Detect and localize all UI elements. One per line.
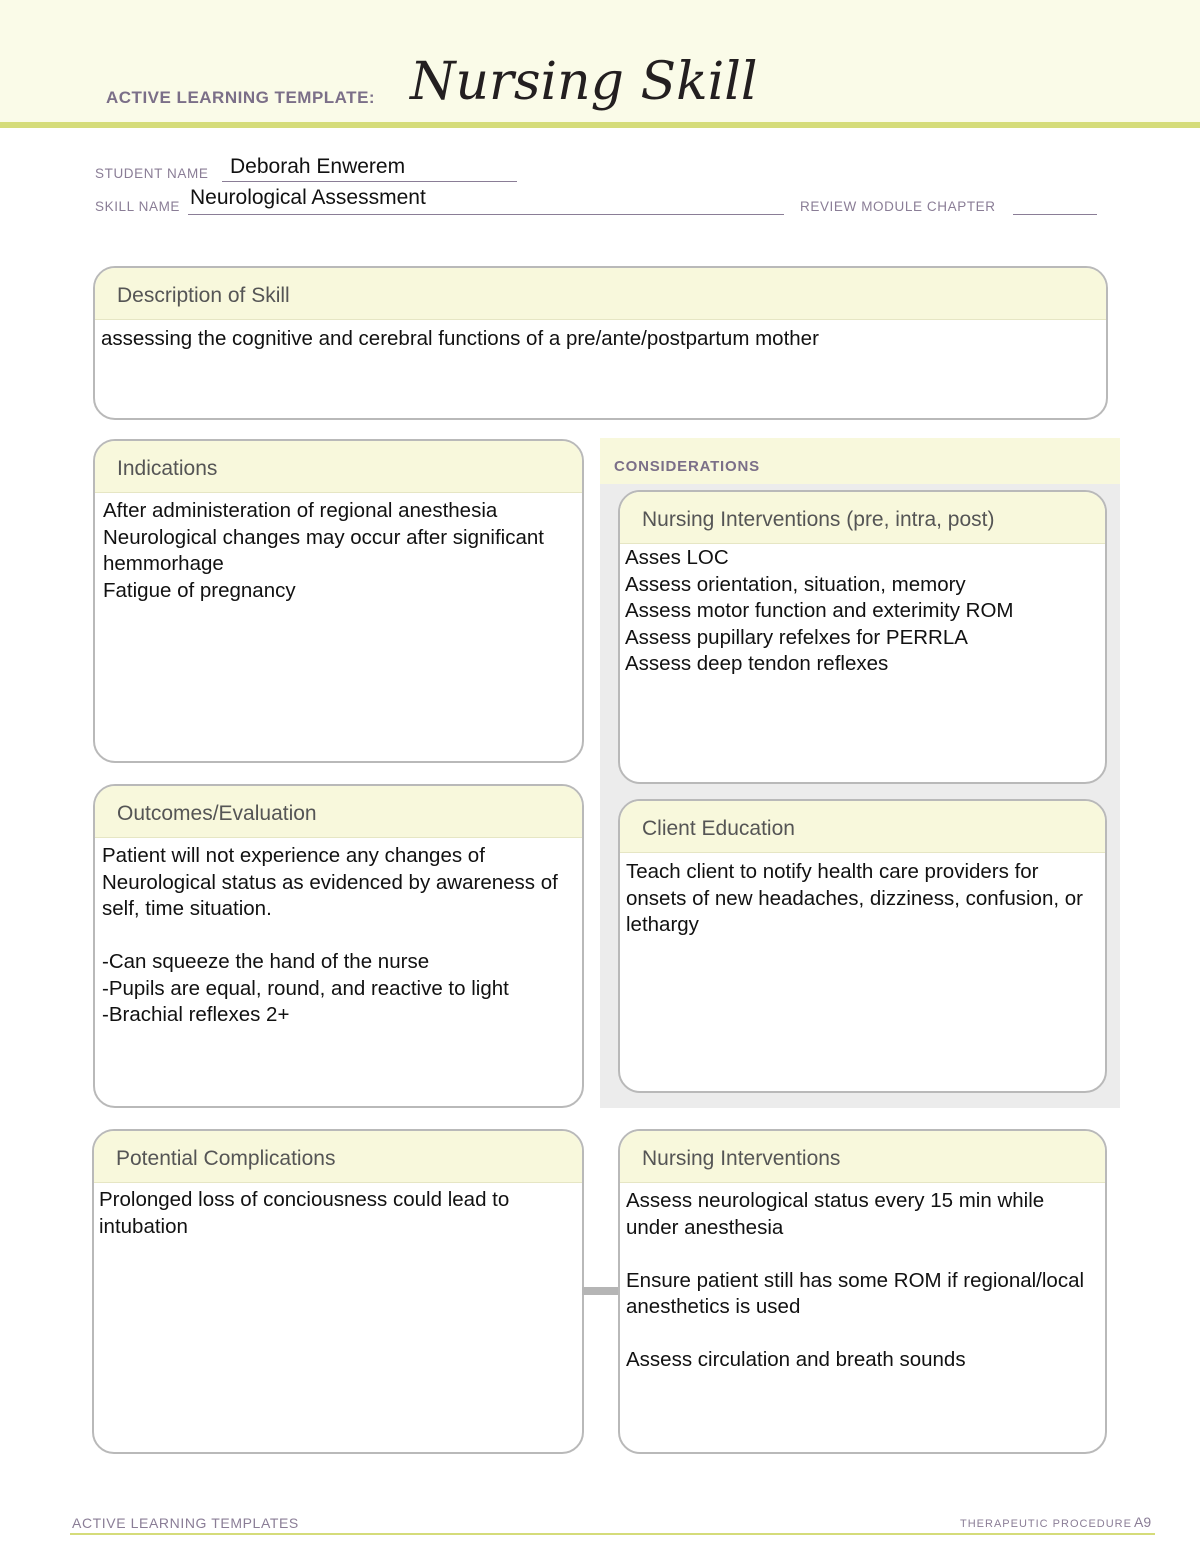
template-label: ACTIVE LEARNING TEMPLATE: (106, 88, 376, 107)
description-body[interactable]: assessing the cognitive and cerebral functions of a pre/ante/postpartum mother (101, 327, 819, 350)
student-name-label: STUDENT NAME (95, 166, 209, 181)
student-name-line (222, 181, 517, 182)
outcomes-body[interactable]: Patient will not experience any changes of Neurological status as evidenced by awareness of self, time situation. -Can squeeze the hand of the nurse -Pupils are equal, round, and reactive to light -Brachial reflexes 2+ (102, 844, 558, 1026)
nursing-interventions-ppi-body[interactable]: Asses LOC Assess orientation, situation, memory Assess motor function and exterimity ROM Assess pupillary refelxes for PERRLA Assess deep tendon reflexes (625, 546, 1014, 675)
complications-connector (582, 1287, 620, 1295)
header-rule (0, 122, 1200, 128)
complications-box (92, 1129, 584, 1454)
footer-rule (70, 1533, 1155, 1535)
complications-body[interactable]: Prolonged loss of conciousness could lead to intubation (99, 1188, 510, 1238)
considerations-label: CONSIDERATIONS (614, 458, 760, 475)
nursing-interventions-body[interactable]: Assess neurological status every 15 min while under anesthesia Ensure patient still has some ROM if regional/local anesthetics is used Assess circulation and breath sounds (626, 1189, 1085, 1371)
review-module-label: REVIEW MODULE CHAPTER (800, 199, 996, 214)
page-number: A9 (1134, 1514, 1152, 1530)
skill-name-label: SKILL NAME (95, 199, 181, 214)
nursing-interventions-title: Nursing Interventions (620, 1131, 1105, 1183)
outcomes-box (93, 784, 584, 1108)
nursing-interventions-ppi-title: Nursing Interventions (pre, intra, post) (620, 492, 1105, 544)
skill-name-line (188, 214, 784, 215)
page-title: Nursing Skill (410, 52, 758, 112)
outcomes-title: Outcomes/Evaluation (95, 786, 582, 838)
footer-right: THERAPEUTIC PROCEDURE (960, 1518, 1132, 1530)
indications-title: Indications (95, 441, 582, 493)
nursing-interventions-box (618, 1129, 1107, 1454)
client-education-box (618, 799, 1107, 1093)
indications-body[interactable]: After administeration of regional anesthesia Neurological changes may occur after significant hemmorhage Fatigue of pregnancy (103, 499, 544, 602)
client-education-title: Client Education (620, 801, 1105, 853)
footer-left: ACTIVE LEARNING TEMPLATES (72, 1515, 299, 1531)
complications-title: Potential Complications (94, 1131, 582, 1183)
review-module-line (1013, 214, 1097, 215)
student-name-field[interactable]: Deborah Enwerem (230, 155, 406, 178)
skill-name-field[interactable]: Neurological Assessment (190, 186, 426, 209)
indications-box (93, 439, 584, 763)
client-education-body[interactable]: Teach client to notify health care providers for onsets of new headaches, dizziness, confusion, or lethargy (626, 860, 1083, 936)
description-title: Description of Skill (95, 268, 1106, 320)
nursing-interventions-ppi-box (618, 490, 1107, 784)
description-box (93, 266, 1108, 420)
